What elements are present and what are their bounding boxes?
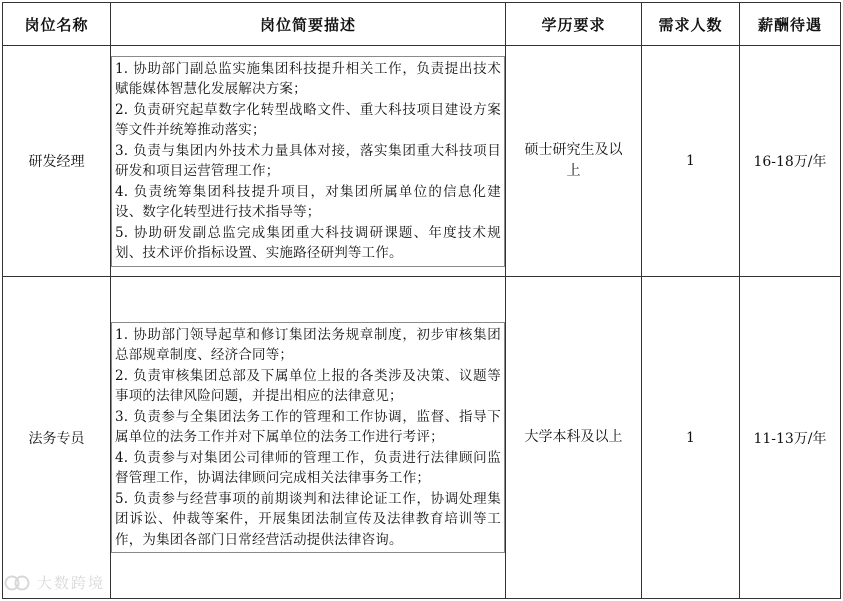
header-headcount: 需求人数 [642, 3, 740, 46]
position-name: 法务专员 [3, 277, 111, 599]
header-salary: 薪酬待遇 [740, 3, 841, 46]
education-requirement [506, 46, 642, 277]
description-item: 3. 负责与集团内外技术力量具体对接，落实集团重大科技项目研发和项目运营管理工作； [115, 142, 501, 179]
table-row [3, 46, 841, 277]
education-requirement [506, 277, 642, 599]
description-item: 1. 协助部门副总监实施集团科技提升相关工作，负责提出技术赋能媒体智慧化发展解决方案； [115, 60, 501, 97]
description-item: 2. 负责审核集团总部及下属单位上报的各类涉及决策、议题等事项的法律风险问题，并提出相应的法律意见； [115, 367, 501, 405]
description-item: 5. 协助研发副总监完成集团重大科技调研课题、年度技术规划、技术评价指标设置、实施路径研判等工作。 [115, 224, 501, 261]
headcount: 1 [642, 277, 740, 599]
description-box [111, 56, 505, 267]
salary: 16-18万/年 [740, 46, 841, 277]
table-row [3, 277, 841, 599]
position-description [111, 277, 506, 599]
description-box [111, 322, 505, 554]
description-item: 3. 负责参与全集团法务工作的管理和工作协调，监督、指导下属单位的法务工作并对下属单位的法务工作进行考评； [115, 408, 501, 446]
description-item: 2. 负责研究起草数字化转型战略文件、重大科技项目建设方案等文件并统筹推动落实； [115, 101, 501, 138]
position-name: 研发经理 [3, 46, 111, 277]
job-table [2, 2, 841, 599]
header-description: 岗位简要描述 [111, 3, 506, 46]
description-item: 1. 协助部门领导起草和修订集团法务规章制度，初步审核集团总部规章制度、经济合同等； [115, 326, 501, 364]
logo-icon [4, 574, 34, 592]
education-text: 上 [566, 163, 581, 179]
table-header-row [3, 3, 841, 46]
header-position-name: 岗位名称 [3, 3, 111, 46]
education-text: 硕士研究生及以 [524, 142, 623, 158]
description-item: 4. 负责统筹集团科技提升项目，对集团所属单位的信息化建设、数字化转型进行技术指导等； [115, 183, 501, 220]
position-description [111, 46, 506, 277]
watermark-text: 大数跨境 [37, 574, 106, 592]
salary: 11-13万/年 [740, 277, 841, 599]
description-item: 5. 负责参与经营事项的前期谈判和法律论证工作，协调处理集团诉讼、仲裁等案件，开展集团法制宣传及法律教育培训等工作，为集团各部门日常经营活动提供法律咨询。 [115, 490, 501, 548]
description-item: 4. 负责参与对集团公司律师的管理工作，负责进行法律顾问监督管理工作，协调法律顾问完成相关法律事务工作； [115, 449, 501, 487]
education-text: 大学本科及以上 [524, 429, 623, 445]
header-education: 学历要求 [506, 3, 642, 46]
watermark [4, 572, 105, 593]
headcount: 1 [642, 46, 740, 277]
